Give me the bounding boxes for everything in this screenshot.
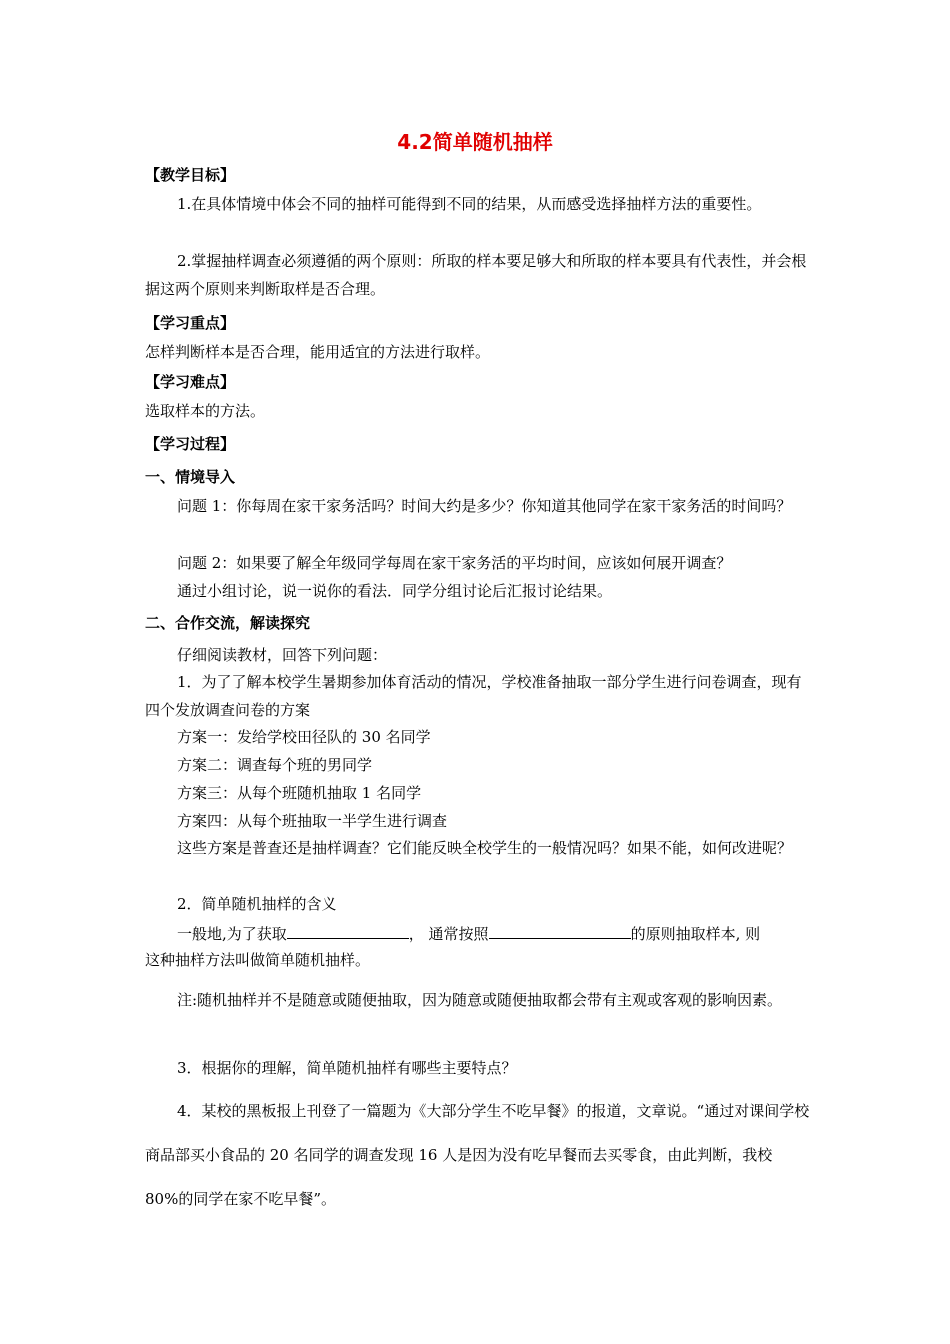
plan-1: 方案一：发给学校田径队的 30 名同学 (177, 728, 431, 746)
focus-text: 怎样判断样本是否合理，能用适宜的方法进行取样。 (145, 343, 491, 361)
difficulty-text: 选取样本的方法。 (145, 402, 266, 420)
read-instruction: 仔细阅读教材，回答下列问题： (177, 646, 388, 664)
plans-question: 这些方案是普查还是抽样调查？它们能反映全校学生的一般情况吗？如果不能，如何改进呢？ (177, 839, 793, 857)
question-1: 问题 1：你每周在家干家务活吗？时间大约是多少？你知道其他同学在家干家务活的时间吗？ (177, 497, 792, 515)
heading-difficulty: 【学习难点】 (145, 373, 236, 391)
goal-1: 1.在具体情境中体会不同的抽样可能得到不同的结果，从而感受选择抽样方法的重要性。 (177, 195, 762, 213)
definition-part-1: 一般地,为了获取 (177, 925, 287, 943)
fill-blank-2[interactable] (489, 922, 631, 939)
definition-part-3: 的原则抽取样本, 则 (630, 925, 761, 943)
question-2: 问题 2：如果要了解全年级同学每周在家干家务活的平均时间，应该如何展开调查？ (177, 554, 732, 572)
item-3: 3．根据你的理解，简单随机抽样有哪些主要特点？ (177, 1059, 517, 1077)
item-4: 4．某校的黑板报上刊登了一篇题为《大部分学生不吃早餐》的报道，文章说。“通过对课间学校商品部买小食品的 20 名同学的调查发现 16 人是因为没有吃早餐而去买零食，由此判断，我校 80%的同学在家不吃早餐”。 (145, 1102, 810, 1208)
heading-goals: 【教学目标】 (145, 166, 236, 184)
note: 注:随机抽样并不是随意或随便抽取，因为随意或随便抽取都会带有主观或客观的影响因素。 (177, 991, 783, 1009)
plan-4: 方案四：从每个班抽取一半学生进行调查 (177, 812, 448, 830)
page-title: 4.2简单随机抽样 (397, 130, 553, 154)
plan-3: 方案三：从每个班随机抽取 1 名同学 (177, 784, 422, 802)
definition-part-2: ， 通常按照 (408, 925, 489, 943)
definition-line-2: 这种抽样方法叫做简单随机抽样。 (145, 951, 371, 969)
heading-part1: 一、情境导入 (145, 468, 236, 486)
heading-process: 【学习过程】 (145, 435, 236, 453)
plan-2: 方案二：调查每个班的男同学 (177, 756, 373, 774)
fill-blank-1[interactable] (287, 922, 409, 939)
item-1: 1．为了了解本校学生暑期参加体育活动的情况，学校准备抽取一部分学生进行问卷调查，现有四个发放调查问卷的方案 (145, 673, 802, 719)
discussion-text: 通过小组讨论，说一说你的看法．同学分组讨论后汇报讨论结果。 (177, 582, 613, 600)
heading-part2: 二、合作交流，解读探究 (145, 614, 311, 632)
heading-focus: 【学习重点】 (145, 314, 236, 332)
definition-line (177, 922, 760, 944)
goal-2: 2.掌握抽样调查必须遵循的两个原则：所取的样本要足够大和所取的样本要具有代表性，并会根据这两个原则来判断取样是否合理。 (145, 252, 807, 298)
item-2: 2．简单随机抽样的含义 (177, 895, 337, 913)
